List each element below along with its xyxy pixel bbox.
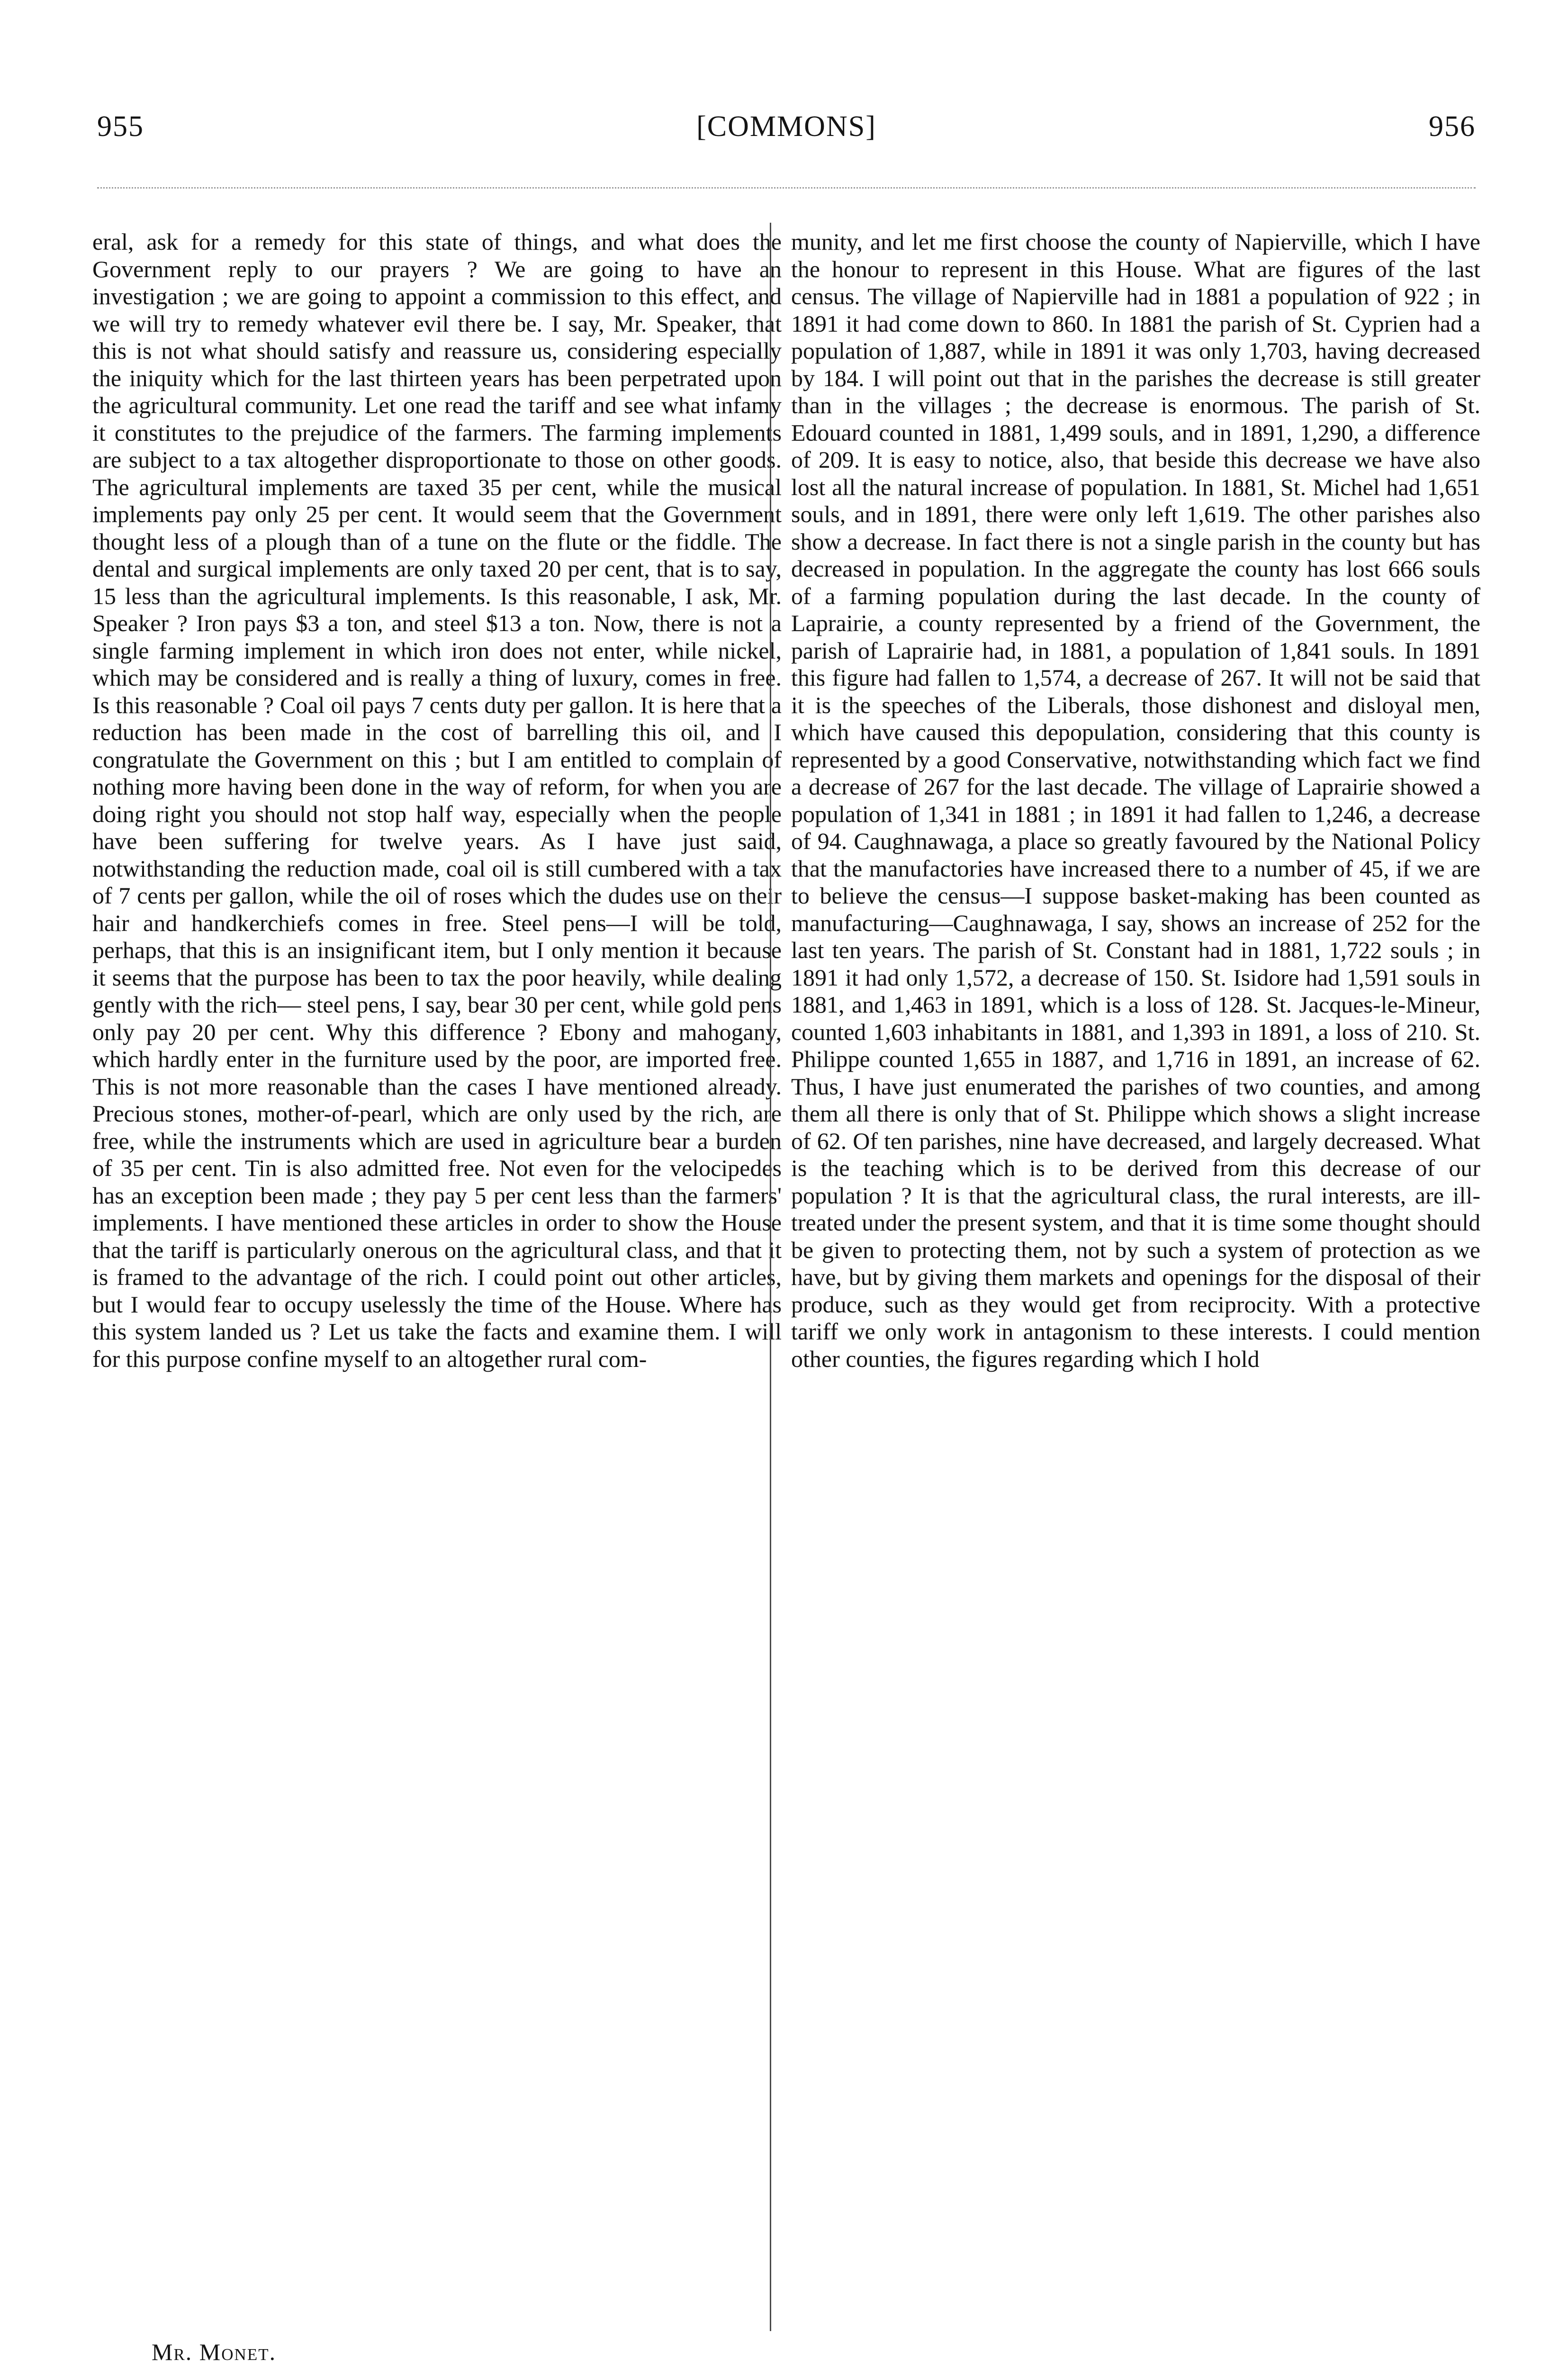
running-title: [COMMONS] — [696, 110, 876, 143]
speaker-footer: Mr. Monet. — [152, 2339, 277, 2365]
column-divider — [770, 223, 771, 2331]
page-header — [97, 110, 1476, 162]
header-rule — [97, 187, 1476, 189]
right-column-text: munity, and let me first choose the county of Napierville, which I have the honour to represent in this House. What are figures of the last census. The village of Napierville had in 1881 a population of 922 ; in 1891 it had come down to 860. In 1881 the parish of St. Cyprien had a population of 1,887, while in 1891 it was only 1,703, having decreased by 184. I will point out that in the parishes the decrease is still greater than in the villages ; the decrease is enormous. The parish of St. Edouard counted in 1881, 1,499 souls, and in 1891, 1,290, a difference of 209. It is easy to notice, also, that beside this decrease we have also lost all the natural increase of population. In 1881, St. Michel had 1,651 souls, and in 1891, there were only left 1,619. The other parishes also show a decrease. In fact there is not a single parish in the county but has decreased in population. In the aggregate the county has lost 666 souls of a farming population during the last decade. In the county of Laprairie, a county represented by a friend of the Government, the parish of Laprairie had, in 1881, a population of 1,841 souls. In 1891 this figure had fallen to 1,574, a decrease of 267. It will not be said that it is the speeches of the Liberals, those dishonest and disloyal men, which have caused this depopulation, considering that this county is represented by a good Conservative, notwithstanding which fact we find a decrease of 267 for the last decade. The village of Laprairie showed a population of 1,341 in 1881 ; in 1891 it had fallen to 1,246, a decrease of 94. Caughnawaga, a place so greatly favoured by the National Policy that the manufactories have increased there to a number of 45, if we are to believe the census—I suppose basket-making has been counted as manufacturing—Caughnawaga, I say, shows an increase of 252 for the last ten years. The parish of St. Constant had in 1881, 1,722 souls ; in 1891 it had only 1,572, a decrease of 150. St. Isidore had 1,591 souls in 1881, and 1,463 in 1891, which is a loss of 128. St. Jacques-le-Mineur, counted 1,603 inhabitants in 1881, and 1,393 in 1891, a loss of 210. St. Philippe counted 1,655 in 1887, and 1,716 in 1891, an increase of 62. Thus, I have just enumerated the parishes of two counties, and among them all there is only that of St. Philippe which shows a slight increase of 62. Of ten parishes, nine have decreased, and largely decreased. What is the teaching which is to be derived from this decrease of our population ? It is that the agricultural class, the rural interests, are ill-treated under the present system, and that it is time some thought should be given to protecting them, not by such a system of protection as we have, but by giving them markets and openings for the disposal of their produce, such as they would get from reciprocity. With a protective tariff we only work in antagonism to these interests. I could mention other counties, the figures regarding which I hold — [791, 228, 1480, 1372]
left-column — [92, 228, 782, 2327]
page-number-right: 956 — [1429, 110, 1476, 143]
left-column-text: eral, ask for a remedy for this state of things, and what does the Government reply to our prayers ? We are going to have an investigation ; we are going to appoint a commission to this effect, and we will try to remedy whatever evil there be. I say, Mr. Speaker, that this is not what should satisfy and reassure us, considering especially the iniquity which for the last thirteen years has been perpetrated upon the agricultural community. Let one read the tariff and see what infamy it constitutes to the prejudice of the farmers. The farming implements are subject to a tax altogether disproportionate to those on other goods. The agricultural implements are taxed 35 per cent, while the musical implements pay only 25 per cent. It would seem that the Government thought less of a plough than of a tune on the flute or the fiddle. The dental and surgical implements are only taxed 20 per cent, that is to say, 15 less than the agricultural implements. Is this reasonable, I ask, Mr. Speaker ? Iron pays $3 a ton, and steel $13 a ton. Now, there is not a single farming implement in which iron does not enter, while nickel, which may be considered and is really a thing of luxury, comes in free. Is this reasonable ? Coal oil pays 7 cents duty per gallon. It is here that a reduction has been made in the cost of barrelling this oil, and I congratulate the Government on this ; but I am entitled to complain of nothing more having been done in the way of reform, for when you are doing right you should not stop half way, especially when the people have been suffering for twelve years. As I have just said, notwithstanding the reduction made, coal oil is still cumbered with a tax of 7 cents per gallon, while the oil of roses which the dudes use on their hair and handkerchiefs comes in free. Steel pens—I will be told, perhaps, that this is an insignificant item, but I only mention it because it seems that the purpose has been to tax the poor heavily, while dealing gently with the rich— steel pens, I say, bear 30 per cent, while gold pens only pay 20 per cent. Why this difference ? Ebony and mahogany, which hardly enter in the furniture used by the poor, are imported free. This is not more reasonable than the cases I have mentioned already. Precious stones, mother-of-pearl, which are only used by the rich, are free, while the instruments which are used in agriculture bear a burden of 35 per cent. Tin is also admitted free. Not even for the velocipedes has an exception been made ; they pay 5 per cent less than the farmers' implements. I have mentioned these articles in order to show the House that the tariff is particularly onerous on the agricultural class, and that it is framed to the advantage of the rich. I could point out other articles, but I would fear to occupy uselessly the time of the House. Where has this system landed us ? Let us take the facts and examine them. I will for this purpose confine myself to an altogether rural com- — [92, 228, 782, 1372]
right-column — [791, 228, 1480, 2327]
page-number-left: 955 — [97, 110, 144, 143]
